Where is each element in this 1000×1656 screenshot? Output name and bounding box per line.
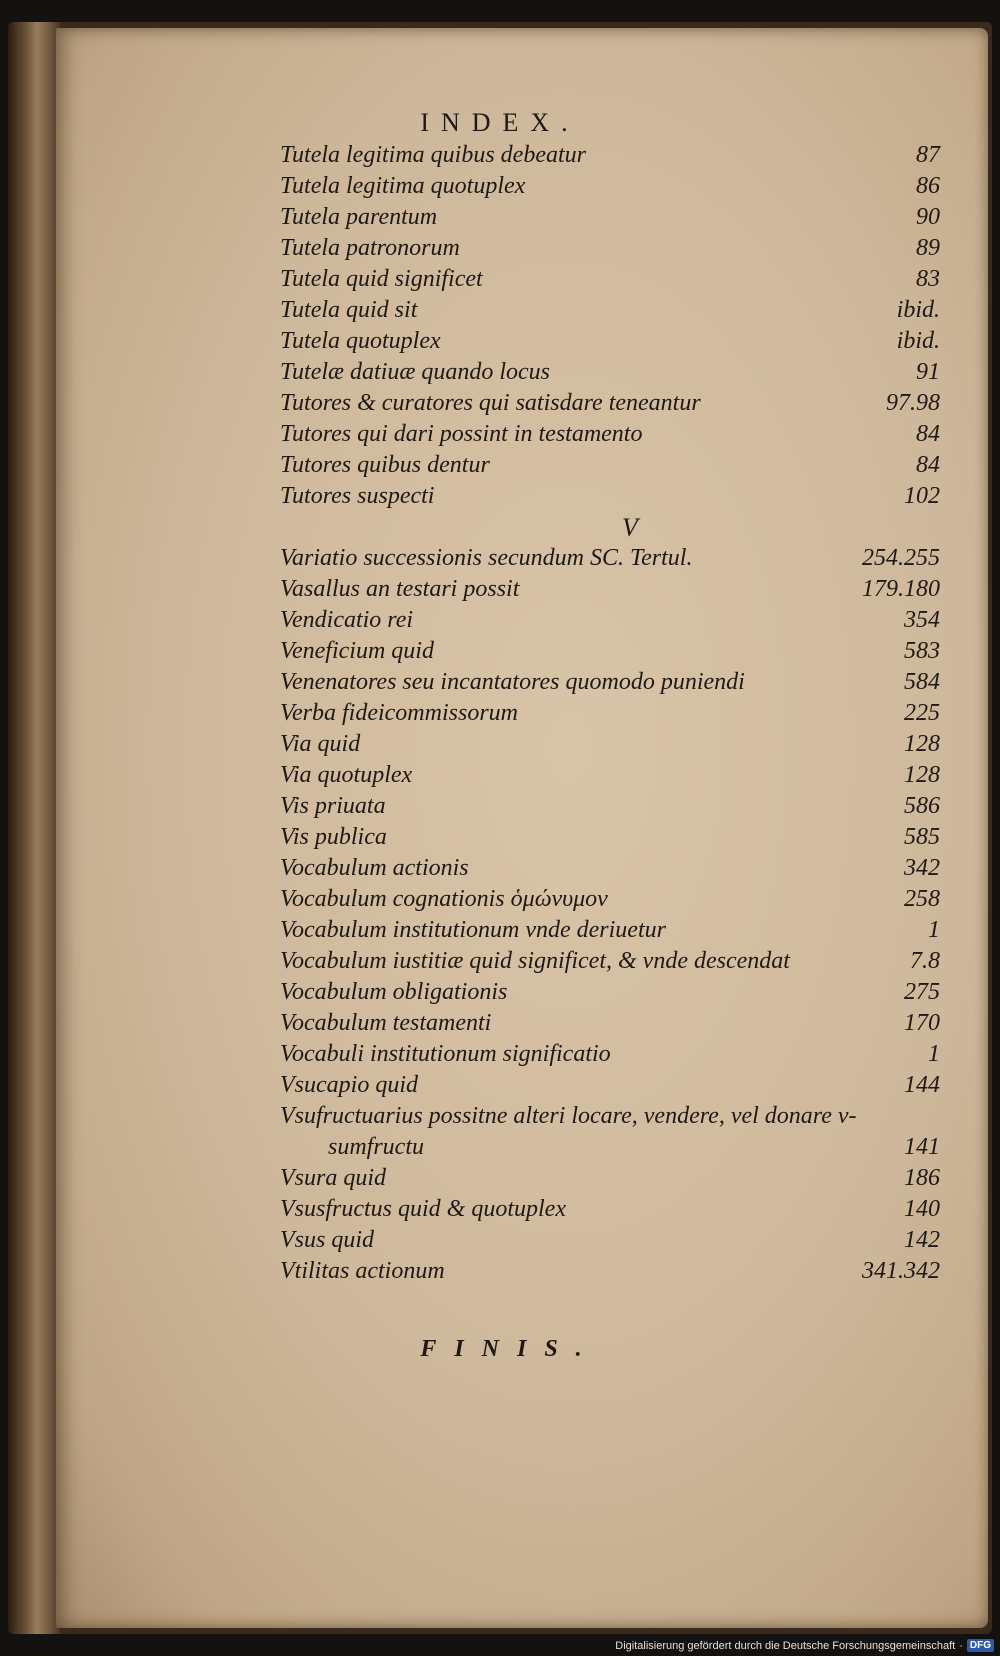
index-page-ref: 179.180 xyxy=(862,576,940,602)
index-entry xyxy=(280,698,940,729)
index-entry xyxy=(280,760,940,791)
index-entry xyxy=(280,853,940,884)
index-entry xyxy=(280,791,940,822)
index-page-ref: 91 xyxy=(916,359,940,385)
index-entry xyxy=(280,326,940,357)
index-page-ref: 87 xyxy=(916,142,940,168)
index-entry xyxy=(280,140,940,171)
index-term: Vsucapio quid xyxy=(280,1072,418,1098)
index-term: Vsufructuarius possitne alteri locare, vendere, vel donare v- xyxy=(280,1103,857,1129)
index-page-ref: 258 xyxy=(904,886,940,912)
index-term: sumfructu xyxy=(328,1134,424,1160)
index-page-ref: 140 xyxy=(904,1196,940,1222)
index-entry xyxy=(280,946,940,977)
index-entry xyxy=(280,264,940,295)
running-head: INDEX. xyxy=(420,108,580,137)
index-page-ref: 584 xyxy=(904,669,940,695)
index-entry xyxy=(280,1256,940,1287)
index-page-ref: 97.98 xyxy=(886,390,940,416)
index-page-ref: 128 xyxy=(904,731,940,757)
index-entry xyxy=(280,233,940,264)
finis-colophon: FINIS. xyxy=(420,1336,600,1362)
index-term: Tutela legitima quotuplex xyxy=(280,173,526,199)
index-term: Vocabulum actionis xyxy=(280,855,469,881)
index-page-ref: 89 xyxy=(916,235,940,261)
index-term: Tutores & curatores qui satisdare teneantur xyxy=(280,390,701,416)
index-entry xyxy=(280,822,940,853)
index-entry xyxy=(280,1101,940,1132)
index-term: Tutela quid sit xyxy=(280,297,418,323)
index-term: Vsura quid xyxy=(280,1165,387,1191)
index-term: Vocabulum cognationis ὁμώνυμον xyxy=(280,886,608,912)
index-term: Vsus quid xyxy=(280,1227,375,1253)
index-entry xyxy=(280,574,940,605)
index-page-ref: 84 xyxy=(916,421,940,447)
index-page-ref: 84 xyxy=(916,452,940,478)
index-term: Vocabulum iustitiæ quid significet, & vnde descendat xyxy=(280,948,790,974)
index-page-ref: 86 xyxy=(916,173,940,199)
index-page-ref: 341.342 xyxy=(862,1258,940,1284)
index-entry xyxy=(280,295,940,326)
index-term: Tutela quid significet xyxy=(280,266,483,292)
index-list xyxy=(280,140,940,1287)
index-entry xyxy=(280,915,940,946)
index-page-ref: 102 xyxy=(904,483,940,509)
index-term: Tutela parentum xyxy=(280,204,438,230)
index-term: Tutela quotuplex xyxy=(280,328,441,354)
index-page-ref: 186 xyxy=(904,1165,940,1191)
index-term: Vis publica xyxy=(280,824,387,850)
index-page-ref: 586 xyxy=(904,793,940,819)
index-entry xyxy=(280,605,940,636)
index-term: Tutela patronorum xyxy=(280,235,460,261)
index-term: Tutelæ datiuæ quando locus xyxy=(280,359,551,385)
index-page-ref: 7.8 xyxy=(910,948,940,974)
index-term: Vocabulum institutionum vnde deriuetur xyxy=(280,917,666,943)
index-entry xyxy=(280,357,940,388)
index-term: Tutores quibus dentur xyxy=(280,452,490,478)
index-entry xyxy=(280,543,940,574)
index-page-ref: 142 xyxy=(904,1227,940,1253)
index-page-ref: 128 xyxy=(904,762,940,788)
index-entry xyxy=(280,481,940,512)
index-term: Vocabulum testamenti xyxy=(280,1010,492,1036)
index-page-ref: 1 xyxy=(928,1041,940,1067)
index-entry-continuation xyxy=(280,1132,940,1163)
index-page-ref: 583 xyxy=(904,638,940,664)
index-page-ref: 225 xyxy=(904,700,940,726)
index-term: Vocabulum obligationis xyxy=(280,979,508,1005)
index-term: Tutores suspecti xyxy=(280,483,435,509)
index-term: Vsusfructus quid & quotuplex xyxy=(280,1196,566,1222)
index-page-ref: 170 xyxy=(904,1010,940,1036)
index-entry xyxy=(280,884,940,915)
index-page-ref: 90 xyxy=(916,204,940,230)
index-entry xyxy=(280,977,940,1008)
index-term: Vendicatio rei xyxy=(280,607,414,633)
index-entry xyxy=(280,729,940,760)
digitization-footer: Digitalisierung gefördert durch die Deutsche Forschungsgemeinschaft · DFG xyxy=(615,1639,994,1652)
index-entry xyxy=(280,450,940,481)
index-term: Variatio successionis secundum SC. Tertul. xyxy=(280,545,693,571)
index-page-ref: ibid. xyxy=(896,297,940,323)
index-term: Tutela legitima quibus debeatur xyxy=(280,142,586,168)
index-term: Tutores qui dari possint in testamento xyxy=(280,421,643,447)
index-entry xyxy=(280,1194,940,1225)
index-page-ref: 1 xyxy=(928,917,940,943)
index-entry xyxy=(280,388,940,419)
dfg-logo-icon: DFG xyxy=(967,1639,994,1652)
index-page-ref: 275 xyxy=(904,979,940,1005)
index-entry xyxy=(280,202,940,233)
index-page-ref: 144 xyxy=(904,1072,940,1098)
index-page-ref: ibid. xyxy=(896,328,940,354)
index-entry xyxy=(280,1008,940,1039)
index-page-ref: 141 xyxy=(904,1134,940,1160)
index-page-ref: 254.255 xyxy=(862,545,940,571)
index-term: Via quotuplex xyxy=(280,762,413,788)
index-term: Veneficium quid xyxy=(280,638,434,664)
book-page-edges xyxy=(8,22,60,1634)
index-entry xyxy=(280,1225,940,1256)
index-page-ref: 354 xyxy=(904,607,940,633)
index-entry xyxy=(280,667,940,698)
section-letter: V xyxy=(622,513,638,542)
index-page-ref: 83 xyxy=(916,266,940,292)
index-page-ref: 585 xyxy=(904,824,940,850)
footer-text: Digitalisierung gefördert durch die Deutsche Forschungsgemeinschaft xyxy=(615,1639,956,1652)
index-entry xyxy=(280,419,940,450)
index-term: Vocabuli institutionum significatio xyxy=(280,1041,611,1067)
index-term: Vasallus an testari possit xyxy=(280,576,520,602)
index-term: Verba fideicommissorum xyxy=(280,700,518,726)
index-page-ref: 342 xyxy=(904,855,940,881)
index-term: Via quid xyxy=(280,731,361,757)
index-term: Vis priuata xyxy=(280,793,386,819)
index-entry xyxy=(280,1163,940,1194)
index-entry xyxy=(280,1039,940,1070)
index-entry xyxy=(280,171,940,202)
index-entry xyxy=(280,1070,940,1101)
index-term: Vtilitas actionum xyxy=(280,1258,445,1284)
index-term: Venenatores seu incantatores quomodo puniendi xyxy=(280,669,745,695)
index-entry xyxy=(280,636,940,667)
